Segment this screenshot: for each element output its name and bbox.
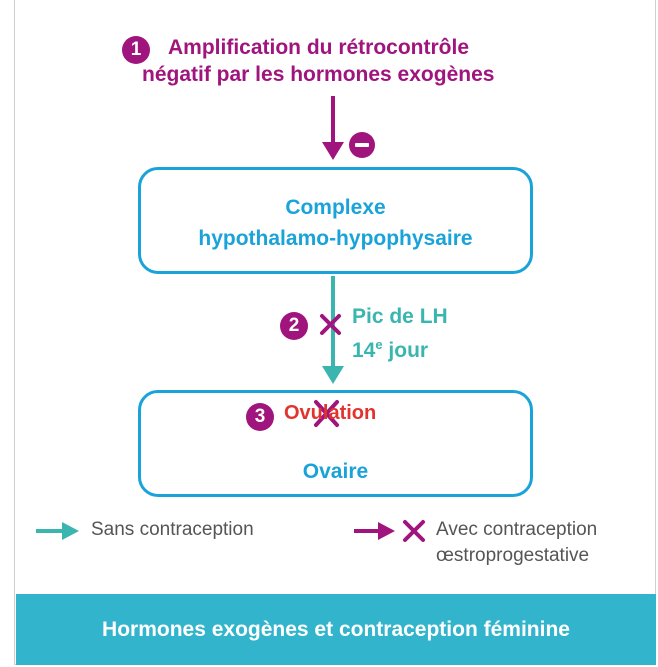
ovary-label: Ovaire <box>302 460 369 483</box>
title-banner: Hormones exogènes et contraception féminine <box>16 594 656 665</box>
step-3-badge: 3 <box>246 403 274 431</box>
legend-without-contraception: Sans contraception <box>91 519 254 540</box>
legend-with-line-1: Avec contraception <box>436 519 598 540</box>
step-1-line-1: Amplification du rétrocontrôle <box>168 36 470 59</box>
lh-peak-line-2: 14e jour <box>352 337 429 362</box>
step-1-line-2: négatif par les hormones exogènes <box>142 63 495 86</box>
legend-magenta-arrow-icon <box>354 522 395 540</box>
legend-teal-arrow-icon <box>36 522 79 540</box>
ovulation-label: Ovulation <box>284 402 377 424</box>
step-1-badge: 1 <box>122 36 150 64</box>
minus-icon <box>349 132 375 158</box>
legend-with-line-2: œstroprogestative <box>436 545 590 566</box>
step-2-badge: 2 <box>280 312 308 340</box>
box-1-line-2: hypothalamo-hypophysaire <box>198 227 473 250</box>
lh-blocked-cross-icon <box>322 316 339 333</box>
negative-feedback-arrow <box>322 96 344 160</box>
legend-cross-icon <box>405 522 423 540</box>
lh-peak-line-1: Pic de LH <box>352 305 448 328</box>
box-1-line-1: Complexe <box>285 196 386 219</box>
hypothalamo-pituitary-box <box>138 167 533 274</box>
lh-peak-label <box>352 303 448 365</box>
legend-with-contraception <box>436 517 597 569</box>
